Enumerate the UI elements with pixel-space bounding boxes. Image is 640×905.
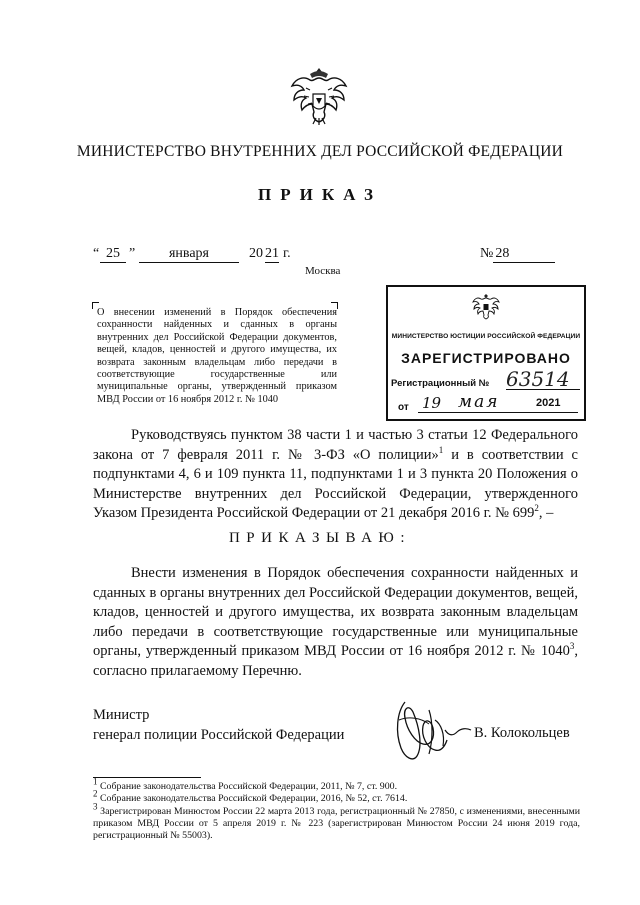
footnote-ref-1: 1 [438,444,444,455]
footnote-text: Зарегистрирован Минюстом России 22 марта 2013 года, регистрационный № 27850, с изменениями, внесенными приказом МВД России от 5 апреля 2019 г. № 223 (зарегистрирован Минюстом России 24 июня 2019 года, регистрационный № 55003). [93,805,580,842]
footnotes [93,776,580,842]
signatory-title [93,706,344,745]
stamp-date-underline [418,412,578,413]
stamp-status: ЗАРЕГИСТРИРОВАНО [401,350,571,366]
stamp-reg-label: Регистрационный № [391,378,490,389]
stamp-ministry: МИНИСТЕРСТВО ЮСТИЦИИ РОССИЙСКОЙ ФЕДЕРАЦИИ [391,333,581,340]
order-text-1: Внести изменения в Порядок обеспечения сохранности найденных и сданных в органы внутренних дел Российской Федерации документов, вещей, кладов, ценностей и другого имущества, их возврата законным владельцам либо передачи в соответствующие государственные или муниципальные органы, утвержденный приказом МВД России от 16 ноября 2012 г. № 1040 [93,565,578,659]
stamp-date-day: 19 [422,394,442,412]
registration-stamp [386,285,586,421]
ministry-name: МИНИСТЕРСТВО ВНУТРЕННИХ ДЕЛ РОССИЙСКОЙ ФЕДЕРАЦИИ [76,143,564,160]
preamble-text-3: , – [538,505,554,521]
footnote-item [93,801,580,843]
number-sign: № [480,246,494,261]
signatory-name: В. Колокольцев [474,725,570,741]
preamble-text-2: и в соответствии с подпунктами 4, 6 и 109 пункта 11, подпунктами 1 и 3 пункта 20 Положения о Министерстве внутренних дел Российской Федерации, утвержденного Указом Президента Российской Федерации от 21 декабря 2016 г. № 699 [93,446,578,521]
footnote-ref-3: 3 [569,641,575,652]
order-number [480,246,555,263]
stamp-date-month: мая [458,392,500,412]
footnote-item [93,789,580,805]
footnote-text: Собрание законодательства Российской Федерации, 2016, № 52, ст. 7614. [97,793,408,805]
preamble-paragraph [93,426,578,524]
document-type-title: ПРИКАЗ [258,185,382,204]
footnote-separator [93,777,201,778]
date-open-quote: “ [93,246,100,261]
date-day: 25 [100,246,126,263]
number-value: 28 [493,246,555,263]
order-text-2: , согласно прилагаемому Перечню. [93,643,578,679]
date-year-prefix: 20 [249,246,263,261]
date-close-quote: ” [129,246,136,261]
footnote-text: Собрание законодательства Российской Федерации, 2011, № 7, ст. 900. [97,781,398,792]
handwritten-signature [385,690,480,775]
decree-heading: ПРИКАЗЫВАЮ: [228,530,412,546]
date-month: января [139,246,239,263]
order-paragraph [93,564,578,681]
coat-of-arms-emblem [286,62,352,128]
stamp-date-year: 2021 [536,397,561,409]
order-subject: О внесении изменений в Порядок обеспечения сохранности найденных и сданных в органы внутренних дел Российской Федерации документов, вещей, кладов, ценностей и другого имущества, их возврата законным владельцам либо передачи в соответствующие государственные или муниципальные органы, утвержденный приказом МВД России от 16 ноября 2012 г. № 1040 [97,307,337,405]
footnote-mark: 3 [93,801,98,812]
date-year-abbr: г. [283,246,291,261]
order-date [93,246,313,266]
preamble-text-1: Руководствуясь пунктом 38 части 1 и частью 3 статьи 12 Федерального закона от 7 февраля 2011 г. № 3-ФЗ «О полиции» [93,427,578,463]
date-year-suffix: 21 [265,246,279,261]
stamp-emblem-icon [471,291,501,321]
signatory-title-line-2: генерал полиции Российской Федерации [93,726,345,743]
signatory-title-line-1: Министр [93,707,150,723]
footnote-mark: 2 [93,789,98,799]
footnote-mark: 1 [93,776,98,787]
stamp-date-label: от [398,402,409,413]
footnote-ref-2: 2 [534,503,539,514]
city-name: Москва [305,265,341,277]
stamp-reg-number: 63514 [506,369,580,390]
footnote-item [93,776,580,793]
